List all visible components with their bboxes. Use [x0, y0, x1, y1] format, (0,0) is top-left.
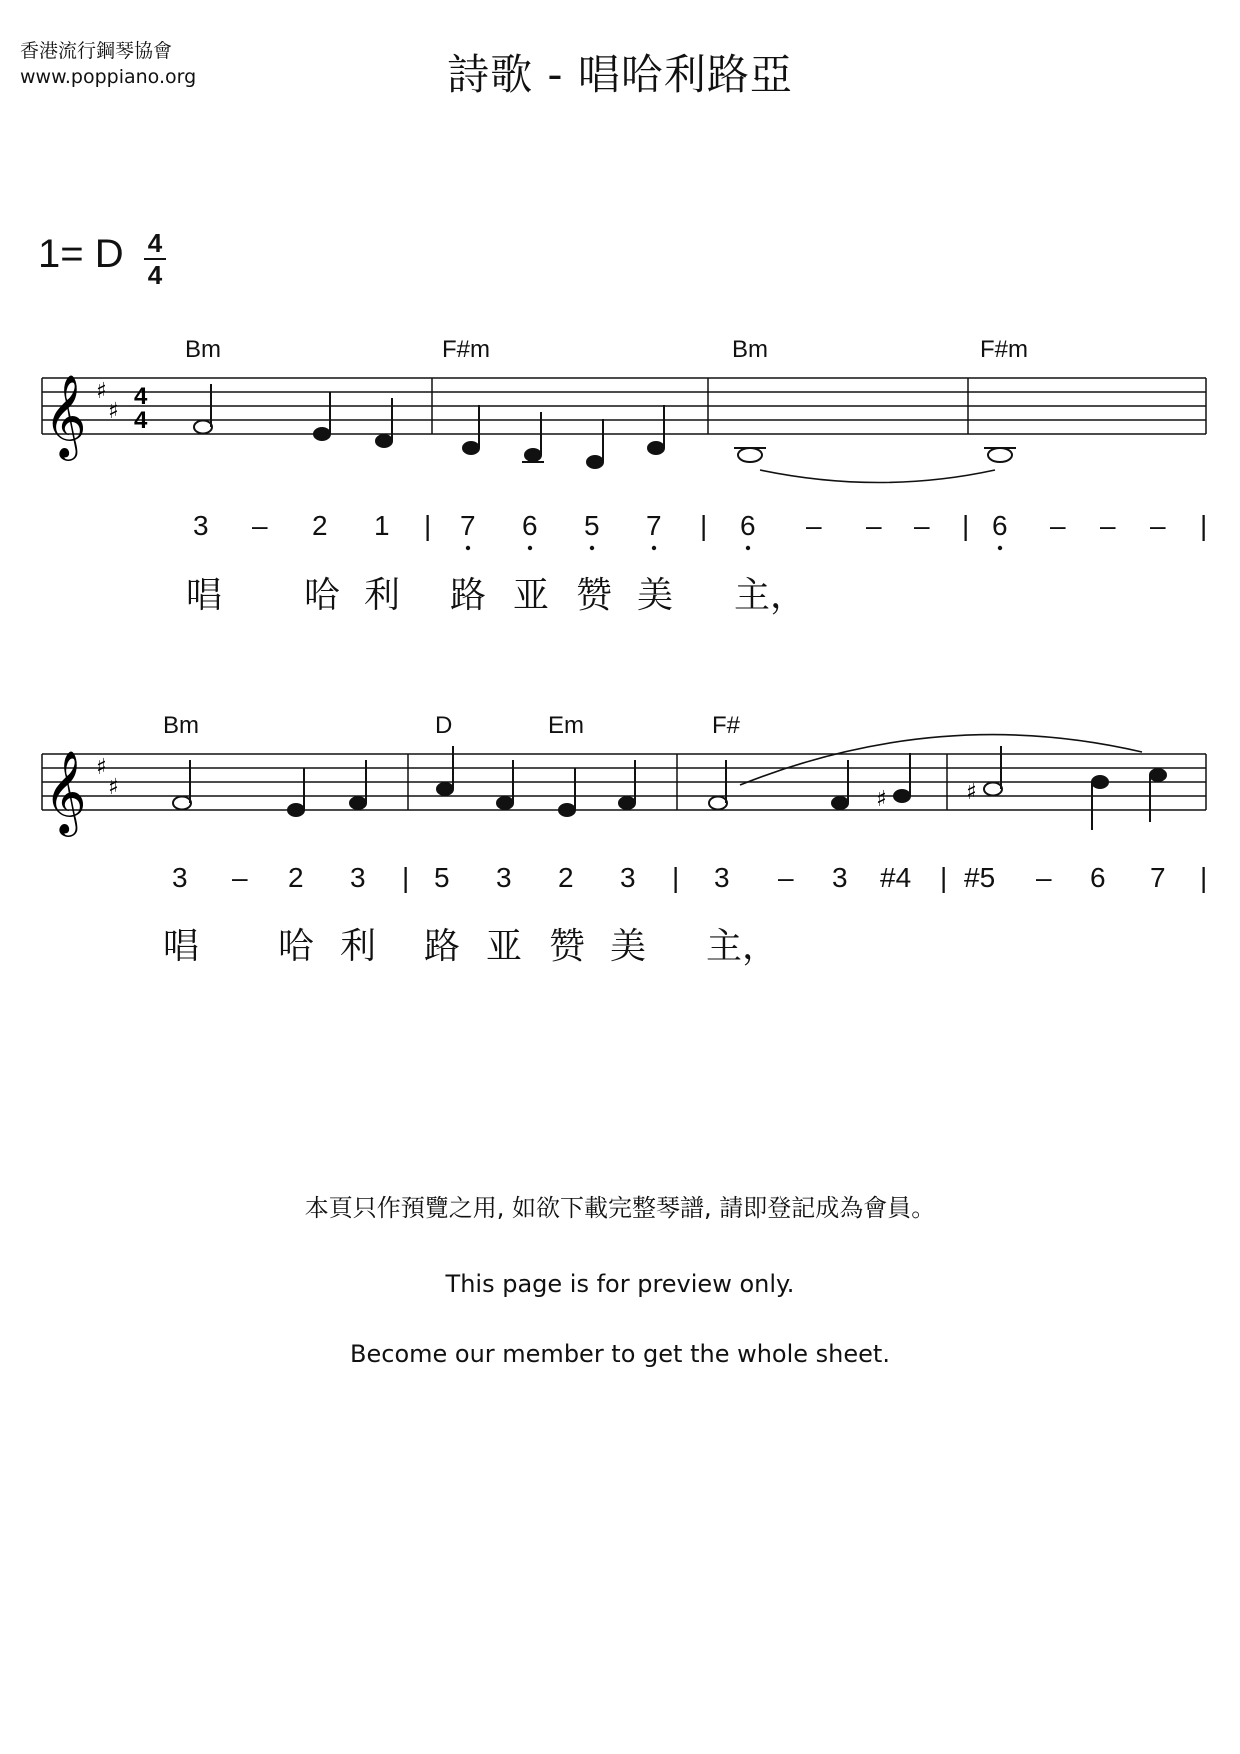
jianpu-note: 6 — [522, 510, 538, 541]
lyric-char: 哈 — [304, 575, 341, 616]
jianpu-note: 7 — [460, 510, 476, 541]
barline: | — [700, 510, 708, 541]
jianpu-note: 2 — [312, 510, 328, 541]
jianpu-note: 6 — [740, 510, 756, 541]
jianpu-note: 3 — [350, 862, 366, 893]
key-signature: 1= D — [38, 232, 124, 276]
note-head — [619, 797, 635, 809]
time-signature-bottom: 4 — [147, 260, 163, 290]
lyric-char: 主， — [734, 575, 807, 616]
lyric-char: 利 — [340, 926, 377, 967]
barline: | — [672, 862, 680, 893]
jianpu-dash: – — [866, 510, 882, 541]
jianpu-note: 3 — [172, 862, 188, 893]
lyric-char: 路 — [450, 575, 487, 616]
barline: | — [424, 510, 432, 541]
jianpu-note: #4 — [880, 862, 912, 893]
treble-clef-icon: 𝄞 — [44, 749, 87, 833]
chord-label: Bm — [163, 712, 199, 739]
lyric-char: 亚 — [513, 575, 550, 616]
note-head — [350, 797, 366, 809]
sharp-icon: ♯ — [108, 775, 119, 800]
jianpu-note: 3 — [496, 862, 512, 893]
membership-notice: Become our member to get the whole sheet. — [350, 1340, 890, 1368]
note-head — [376, 435, 392, 447]
org-name: 香港流行鋼琴協會 — [20, 40, 173, 62]
note-head — [1092, 776, 1108, 788]
time-signature — [143, 228, 167, 290]
note-head — [463, 442, 479, 454]
lyric-char: 唱 — [163, 926, 200, 967]
lyric-char: 赞 — [576, 575, 613, 616]
note-head — [194, 421, 212, 434]
note-head — [709, 797, 727, 810]
sharp-icon: ♯ — [96, 379, 107, 404]
note-head — [984, 783, 1002, 796]
chord-label: F# — [712, 712, 741, 739]
system-1 — [42, 336, 1207, 616]
lyric-char: 美 — [637, 575, 674, 616]
whole-note — [738, 448, 762, 462]
jianpu-note: 3 — [832, 862, 848, 893]
jianpu-note: 6 — [992, 510, 1008, 541]
score-sheet — [0, 300, 1240, 1000]
barline: | — [1200, 510, 1208, 541]
lyric-char: 唱 — [186, 575, 223, 616]
chord-label: F#m — [980, 336, 1028, 363]
jianpu-note: 2 — [558, 862, 574, 893]
jianpu-dash: – — [778, 862, 794, 893]
barline: | — [940, 862, 948, 893]
jianpu-note: 7 — [1150, 862, 1166, 893]
jianpu-dash: – — [1100, 510, 1116, 541]
lyric-char: 赞 — [549, 926, 586, 967]
jianpu-note: #5 — [964, 862, 996, 893]
lyric-char: 哈 — [278, 926, 315, 967]
chord-label: D — [435, 712, 453, 739]
time-signature-staff: 4 — [134, 407, 148, 434]
whole-note — [988, 448, 1012, 462]
sharp-icon: ♯ — [96, 755, 107, 780]
jianpu-note: – — [252, 510, 268, 541]
note-head — [173, 797, 191, 810]
note-head — [559, 804, 575, 816]
octave-dots — [466, 546, 1002, 550]
time-signature-staff: 4 — [134, 383, 148, 410]
chord-label: Em — [548, 712, 584, 739]
lyrics-row — [163, 926, 778, 967]
jianpu-dash: – — [1050, 510, 1066, 541]
org-url: www.poppiano.org — [20, 66, 197, 88]
jianpu-note: 2 — [288, 862, 304, 893]
jianpu-note: 1 — [374, 510, 390, 541]
preview-notice-zh: 本頁只作預覽之用, 如欲下載完整琴譜, 請即登記成為會員。 — [304, 1194, 936, 1222]
page-title: 詩歌 - 唱哈利路亞 — [447, 50, 793, 99]
lyric-char: 主， — [706, 926, 779, 967]
system-2 — [42, 712, 1207, 967]
jianpu-note: 6 — [1090, 862, 1106, 893]
sharp-icon: ♯ — [966, 780, 977, 805]
chord-label: F#m — [442, 336, 490, 363]
lyric-char: 路 — [424, 926, 461, 967]
jianpu-note: 3 — [193, 510, 209, 541]
note-head — [288, 804, 304, 816]
jianpu-dash: – — [806, 510, 822, 541]
barline: | — [1200, 862, 1208, 893]
note-head — [832, 797, 848, 809]
note-head — [587, 456, 603, 468]
jianpu-note: 7 — [646, 510, 662, 541]
lyric-char: 美 — [610, 926, 647, 967]
jianpu-row — [193, 510, 1207, 541]
jianpu-note: 3 — [714, 862, 730, 893]
jianpu-row — [172, 862, 1207, 893]
note-head — [894, 790, 910, 802]
sharp-icon: ♯ — [108, 399, 119, 424]
note-head — [497, 797, 513, 809]
jianpu-dash: – — [914, 510, 930, 541]
note-head — [525, 449, 541, 461]
note-head — [437, 783, 453, 795]
jianpu-note: 5 — [584, 510, 600, 541]
jianpu-dash: – — [1150, 510, 1166, 541]
jianpu-dash: – — [1036, 862, 1052, 893]
lyric-char: 亚 — [486, 926, 523, 967]
note-head — [314, 428, 330, 440]
sharp-icon: ♯ — [876, 787, 887, 812]
lyrics-row — [186, 575, 806, 616]
jianpu-note: 3 — [620, 862, 636, 893]
jianpu-note: 5 — [434, 862, 450, 893]
barline: | — [402, 862, 410, 893]
treble-clef-icon: 𝄞 — [44, 373, 87, 457]
note-head — [1150, 769, 1166, 781]
chord-label: Bm — [732, 336, 768, 363]
time-signature-top: 4 — [147, 228, 163, 258]
barline: | — [962, 510, 970, 541]
chord-label: Bm — [185, 336, 221, 363]
staff — [42, 378, 1206, 434]
note-head — [648, 442, 664, 454]
preview-notice-en: This page is for preview only. — [445, 1270, 795, 1298]
jianpu-dash: – — [232, 862, 248, 893]
lyric-char: 利 — [364, 575, 401, 616]
